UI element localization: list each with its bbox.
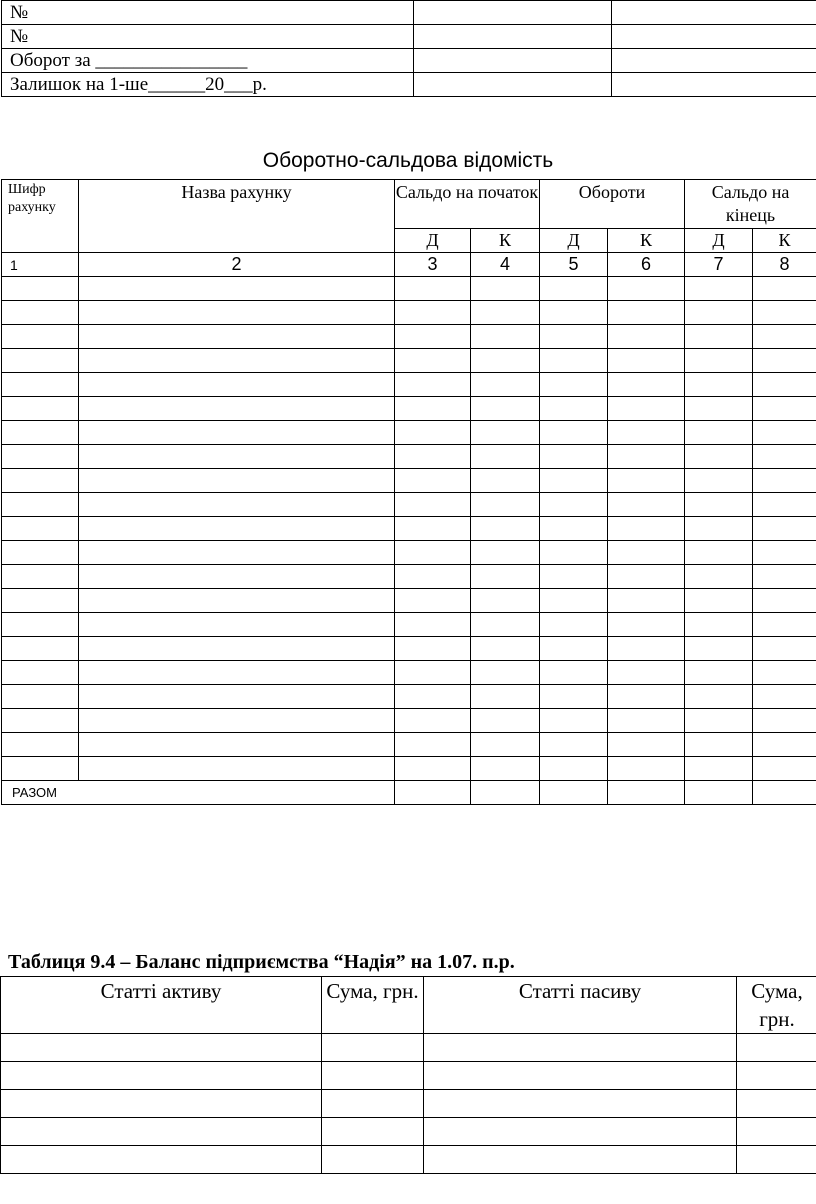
table-cell [2,517,79,541]
top-row-label: Залишок на 1-ше______20___р. [2,73,414,97]
table-cell [608,373,685,397]
table-cell [395,277,471,301]
table-cell [414,73,612,97]
column-number: 3 [395,253,471,277]
table-row [2,589,816,613]
table-row [2,349,816,373]
table-cell [79,349,395,373]
table-cell [612,1,816,25]
table-row [2,1,816,25]
table-cell [685,661,753,685]
table-cell [395,565,471,589]
table-cell [395,301,471,325]
table-cell [685,349,753,373]
table-cell [540,781,608,805]
table-cell [685,397,753,421]
table-cell [685,325,753,349]
table-cell [79,301,395,325]
table-cell [2,397,79,421]
table-cell [540,445,608,469]
header-closing-balance: Сальдо на кінець [685,180,816,229]
table-cell [424,1062,737,1090]
table-cell [753,541,816,565]
table-cell [608,565,685,589]
table-cell [395,373,471,397]
table-cell [540,397,608,421]
table-cell [540,301,608,325]
table-cell [608,637,685,661]
table-cell [608,421,685,445]
table-cell [471,589,540,613]
table-row [1,1090,816,1118]
table-row [1,1062,816,1090]
table-cell [737,1062,816,1090]
table-cell [540,613,608,637]
table-cell [685,589,753,613]
table-cell [753,493,816,517]
table-row [2,517,816,541]
table-cell [685,517,753,541]
table-cell [471,757,540,781]
table-cell [79,637,395,661]
table-cell [2,685,79,709]
table-cell [2,469,79,493]
table-cell [685,685,753,709]
table-row [2,469,816,493]
table-cell [685,493,753,517]
table-cell [471,733,540,757]
table-cell [685,733,753,757]
table-cell [2,325,79,349]
balance-table [0,976,816,1174]
table-cell [540,661,608,685]
table-cell [540,493,608,517]
table-row [1,1034,816,1062]
table-cell [322,1118,424,1146]
table-cell [685,709,753,733]
table-cell [395,709,471,733]
table-cell [395,661,471,685]
top-row-label: № [2,1,414,25]
table-cell [424,1146,737,1174]
table-cell [753,613,816,637]
table-cell [753,277,816,301]
column-number: 2 [79,253,395,277]
table-row [2,709,816,733]
column-number: 5 [540,253,608,277]
header-debit: Д [395,228,471,252]
table-cell [2,613,79,637]
table-cell [608,397,685,421]
table-cell [2,709,79,733]
column-number: 4 [471,253,540,277]
table-cell [685,445,753,469]
table-row [2,541,816,565]
table-cell [79,565,395,589]
table-cell [753,469,816,493]
table-cell [471,301,540,325]
table-row [2,373,816,397]
table-cell [2,733,79,757]
table-cell [612,25,816,49]
table-row [2,637,816,661]
header-credit: К [608,228,685,252]
top-table [1,0,816,97]
table-cell [753,733,816,757]
table-cell [395,349,471,373]
table-cell [540,685,608,709]
table-cell [540,733,608,757]
table-cell [737,1034,816,1062]
table-cell [395,421,471,445]
header-assets-sum: Сума, грн. [322,977,424,1034]
table-cell [608,445,685,469]
table-cell [395,757,471,781]
table-cell [540,757,608,781]
header-debit: Д [685,228,753,252]
table-cell [471,565,540,589]
table-row [2,301,816,325]
table-cell [322,1146,424,1174]
table-cell [540,709,608,733]
table-row [2,73,816,97]
table-cell [395,517,471,541]
table-row [1,1146,816,1174]
table-cell [608,613,685,637]
header-opening-balance: Сальдо на початок [395,180,540,229]
table-cell [471,709,540,733]
table-cell [471,445,540,469]
table-cell [79,685,395,709]
table-cell [608,349,685,373]
table-cell [608,685,685,709]
table-row [2,757,816,781]
table-cell [322,1062,424,1090]
table-cell [608,277,685,301]
table-cell [753,661,816,685]
table-cell [737,1090,816,1118]
table-header-row [1,977,816,1034]
table-cell [540,541,608,565]
table-row [2,733,816,757]
table-cell [753,349,816,373]
table-cell [471,469,540,493]
table-cell [471,277,540,301]
table-row [2,421,816,445]
balance-table-body [1,1034,816,1174]
table-cell [1,1062,322,1090]
table-cell [608,325,685,349]
table-cell [395,541,471,565]
table-cell [79,469,395,493]
table-cell [79,493,395,517]
table-cell [608,757,685,781]
table-cell [685,637,753,661]
header-account-name: Назва рахунку [79,180,395,253]
table-cell [753,709,816,733]
table-cell [608,589,685,613]
table-cell [753,373,816,397]
table-cell [737,1118,816,1146]
table-cell [2,445,79,469]
table-cell [395,325,471,349]
header-debit: Д [540,228,608,252]
table-cell [2,493,79,517]
table-cell [540,421,608,445]
table-row [2,613,816,637]
table-cell [612,73,816,97]
table-cell [471,397,540,421]
table-cell [424,1118,737,1146]
table-cell [2,301,79,325]
table-cell [2,349,79,373]
table-cell [608,733,685,757]
trial-balance-body [2,277,816,781]
table-cell [471,637,540,661]
table-row [2,49,816,73]
table-cell [79,517,395,541]
table-cell [540,517,608,541]
table-cell [79,277,395,301]
table-cell [685,541,753,565]
header-liabilities-sum: Сума, грн. [737,977,816,1034]
table-row [2,397,816,421]
table-cell [2,541,79,565]
table-cell [753,517,816,541]
table-cell [1,1034,322,1062]
table-cell [79,421,395,445]
header-liabilities: Статті пасиву [424,977,737,1034]
table-cell [414,1,612,25]
table-cell [395,589,471,613]
column-number-row [2,253,816,277]
table-cell [1,1090,322,1118]
table-cell [79,613,395,637]
table-cell [753,685,816,709]
table-cell [540,277,608,301]
table-cell [685,565,753,589]
table-cell [79,541,395,565]
table-cell [608,493,685,517]
total-row [2,781,816,805]
table-cell [753,589,816,613]
table-cell [2,421,79,445]
table-cell [395,397,471,421]
table-cell [685,757,753,781]
table-cell [471,421,540,445]
table-cell [608,709,685,733]
table-row [2,445,816,469]
table-cell [471,373,540,397]
table-cell [414,49,612,73]
table-row [2,277,816,301]
table-cell [424,1090,737,1118]
table-cell [685,277,753,301]
table-cell [612,49,816,73]
table-cell [471,613,540,637]
table-cell [79,325,395,349]
table-row [1,1118,816,1146]
table-cell [2,373,79,397]
table-cell [608,517,685,541]
table-cell [2,661,79,685]
table-cell [79,397,395,421]
table-cell [685,301,753,325]
table-cell [424,1034,737,1062]
table-cell [395,781,471,805]
table-cell [79,445,395,469]
table-cell [540,349,608,373]
header-assets: Статті активу [1,977,322,1034]
table-cell [395,733,471,757]
table-cell [471,325,540,349]
table-cell [608,661,685,685]
table-row [2,565,816,589]
header-account-code: Шифр рахунку [2,180,79,253]
table-cell [79,373,395,397]
column-number: 6 [608,253,685,277]
trial-balance-title: Оборотно-сальдова відомість [262,149,554,172]
table-cell [753,757,816,781]
table-cell [471,661,540,685]
total-label: РАЗОМ [2,781,395,805]
table-cell [753,325,816,349]
table-cell [2,637,79,661]
table-cell [608,781,685,805]
table-cell [753,565,816,589]
table-cell [608,541,685,565]
table-cell [1,1118,322,1146]
table-cell [540,469,608,493]
table-cell [2,757,79,781]
table-cell [540,565,608,589]
table-cell [322,1034,424,1062]
header-credit: К [471,228,540,252]
table-cell [1,1146,322,1174]
table-cell [540,637,608,661]
table-cell [753,781,816,805]
table-cell [395,637,471,661]
table-cell [471,517,540,541]
table-cell [737,1146,816,1174]
table-row [2,325,816,349]
table-cell [685,421,753,445]
balance-table-caption: Таблиця 9.4 – Баланс підприємства “Надія” на 1.07. п.р. [8,951,515,973]
table-cell [608,301,685,325]
table-cell [685,373,753,397]
table-cell [79,733,395,757]
table-cell [79,757,395,781]
table-cell [2,589,79,613]
table-cell [395,493,471,517]
table-row [2,685,816,709]
table-cell [414,25,612,49]
table-cell [685,469,753,493]
table-cell [79,589,395,613]
column-number: 7 [685,253,753,277]
trial-balance-table [1,179,816,805]
table-cell [395,445,471,469]
table-cell [753,421,816,445]
header-turnovers: Обороти [540,180,685,229]
table-row [2,25,816,49]
table-cell [471,349,540,373]
table-cell [608,469,685,493]
table-cell [471,493,540,517]
table-cell [471,685,540,709]
table-cell [540,589,608,613]
table-cell [395,685,471,709]
column-number: 8 [753,253,816,277]
table-header-row [2,180,816,229]
column-number: 1 [2,253,79,277]
header-credit: К [753,228,816,252]
table-cell [471,541,540,565]
table-cell [471,781,540,805]
table-cell [685,613,753,637]
table-cell [540,373,608,397]
table-row [2,493,816,517]
table-cell [2,277,79,301]
table-cell [79,661,395,685]
table-cell [395,469,471,493]
table-cell [395,613,471,637]
table-cell [753,637,816,661]
top-row-label: № [2,25,414,49]
table-cell [685,781,753,805]
top-row-label: Оборот за ________________ [2,49,414,73]
table-cell [753,301,816,325]
table-cell [540,325,608,349]
table-row [2,661,816,685]
table-cell [753,445,816,469]
table-cell [322,1090,424,1118]
table-cell [753,397,816,421]
table-cell [79,709,395,733]
table-cell [2,565,79,589]
